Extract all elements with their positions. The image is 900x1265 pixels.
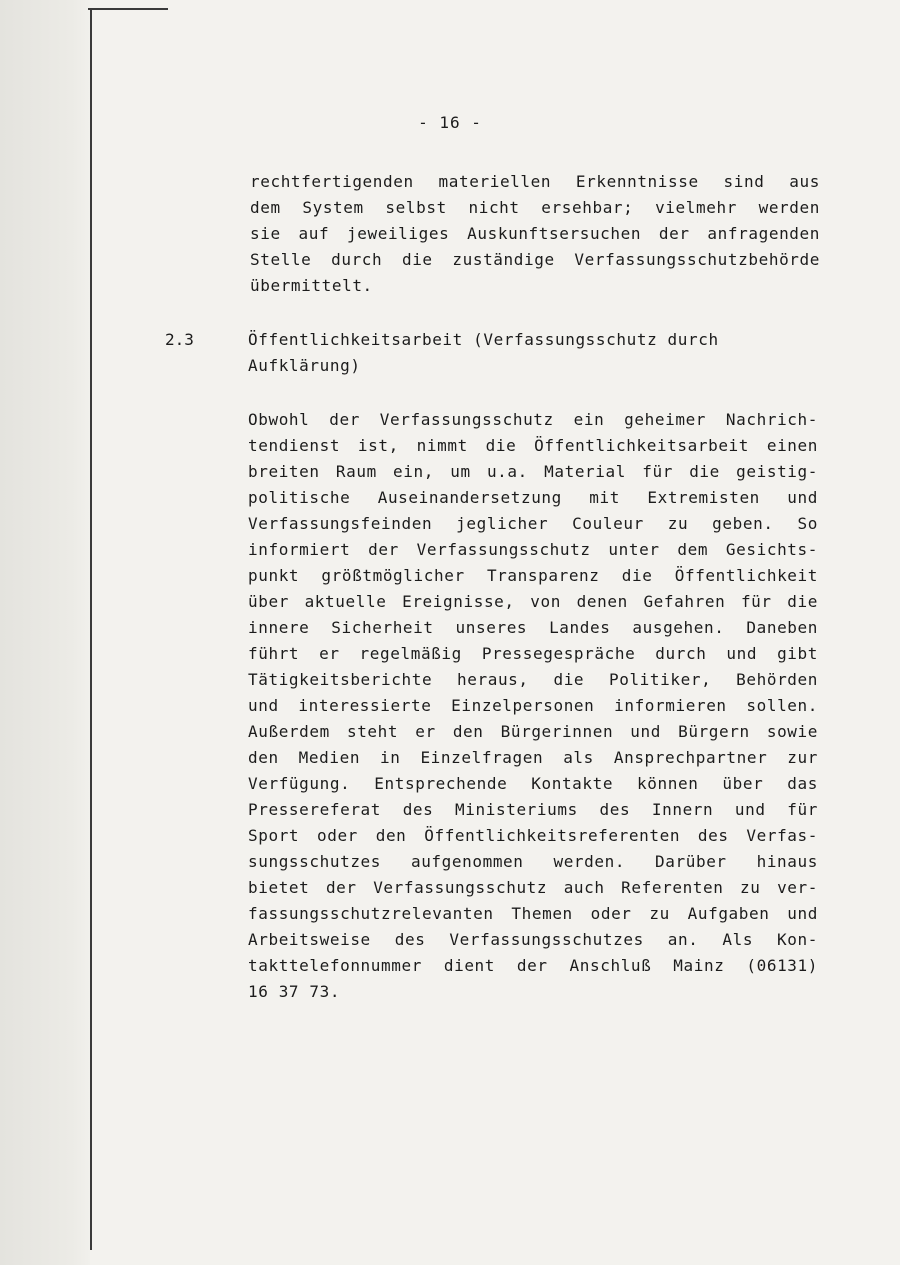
body-line: breiten Raum ein, um u.a. Material für die geistig- [248, 462, 818, 481]
intro-line: sie auf jeweiliges Auskunftsersuchen der anfragenden [250, 224, 820, 243]
body-line: innere Sicherheit unseres Landes ausgehen. Daneben [248, 618, 818, 637]
body-line: Tätigkeitsberichte heraus, die Politiker, Behörden [248, 670, 818, 689]
body-line: und interessierte Einzelpersonen informieren sollen. [248, 696, 818, 715]
body-line: Sport oder den Öffentlichkeitsreferenten des Verfas- [248, 826, 818, 845]
section-number: 2.3 [165, 330, 194, 349]
body-line: führt er regelmäßig Pressegespräche durch und gibt [248, 644, 818, 663]
intro-line: rechtfertigenden materiellen Erkenntnisse sind aus [250, 172, 820, 191]
body-line: Arbeitsweise des Verfassungsschutzes an. Als Kon- [248, 930, 818, 949]
body-line: Obwohl der Verfassungsschutz ein geheimer Nachrich- [248, 410, 818, 429]
body-line: takttelefonnummer dient der Anschluß Mainz (06131) [248, 956, 818, 975]
body-line: politische Auseinandersetzung mit Extremisten und [248, 488, 818, 507]
body-line: 16 37 73. [248, 982, 341, 1001]
body-line: informiert der Verfassungsschutz unter dem Gesichts- [248, 540, 818, 559]
body-line: Verfassungsfeinden jeglicher Couleur zu geben. So [248, 514, 818, 533]
section-heading-line: Aufklärung) [248, 356, 361, 375]
body-line: Verfügung. Entsprechende Kontakte können über das [248, 774, 818, 793]
body-line: Außerdem steht er den Bürgerinnen und Bürgern sowie [248, 722, 818, 741]
intro-line: übermittelt. [250, 276, 373, 295]
body-line: über aktuelle Ereignisse, von denen Gefahren für die [248, 592, 818, 611]
page-number: - 16 - [418, 113, 482, 132]
body-line: tendienst ist, nimmt die Öffentlichkeitsarbeit einen [248, 436, 818, 455]
section-heading-line: Öffentlichkeitsarbeit (Verfassungsschutz durch [248, 330, 719, 349]
body-line: fassungsschutzrelevanten Themen oder zu Aufgaben und [248, 904, 818, 923]
intro-line: Stelle durch die zuständige Verfassungsschutzbehörde [250, 250, 820, 269]
body-line: punkt größtmöglicher Transparenz die Öffentlichkeit [248, 566, 818, 585]
body-line: bietet der Verfassungsschutz auch Referenten zu ver- [248, 878, 818, 897]
body-line: Pressereferat des Ministeriums des Innern und für [248, 800, 818, 819]
body-line: sungsschutzes aufgenommen werden. Darüber hinaus [248, 852, 818, 871]
page-edge-line [90, 10, 92, 1250]
binding-edge [0, 0, 90, 1265]
body-line: den Medien in Einzelfragen als Ansprechpartner zur [248, 748, 818, 767]
page-corner-rule [88, 8, 168, 10]
intro-line: dem System selbst nicht ersehbar; vielmehr werden [250, 198, 820, 217]
